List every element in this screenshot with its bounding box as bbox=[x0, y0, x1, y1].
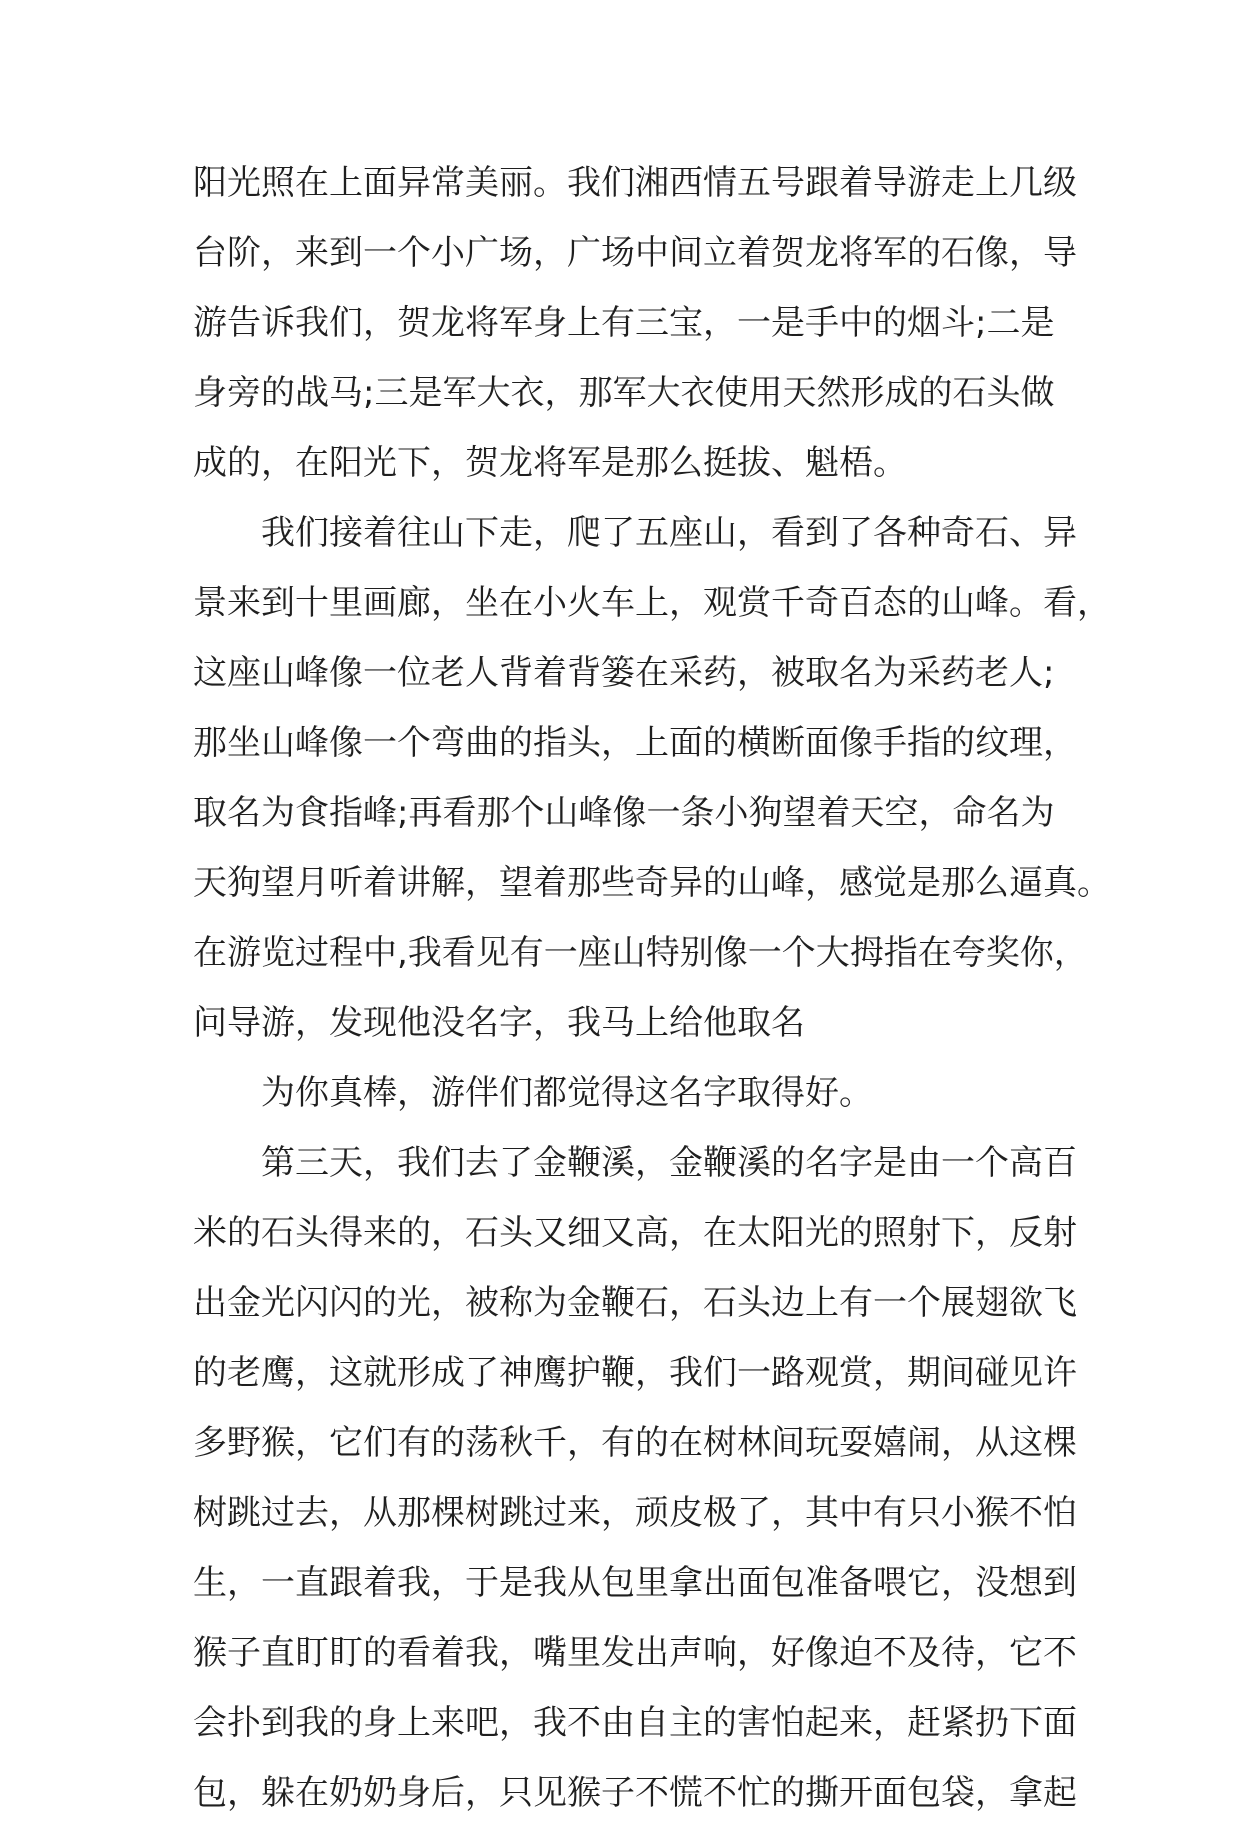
text-line: 生，一直跟着我，于是我从包里拿出面包准备喂它，没想到 bbox=[193, 1563, 1077, 1603]
text-line: 米的石头得来的，石头又细又高，在太阳光的照射下，反射 bbox=[193, 1213, 1077, 1253]
text-line: 多野猴，它们有的荡秋千，有的在树林间玩耍嬉闹，从这棵 bbox=[193, 1423, 1077, 1463]
text-line: 取名为食指峰;再看那个山峰像一条小狗望着天空，命名为 bbox=[193, 793, 1055, 833]
text-line: 阳光照在上面异常美丽。我们湘西情五号跟着导游走上几级 bbox=[193, 163, 1077, 203]
text-line: 成的，在阳光下，贺龙将军是那么挺拔、魁梧。 bbox=[193, 443, 907, 483]
text-line: 身旁的战马;三是军大衣，那军大衣使用天然形成的石头做 bbox=[193, 373, 1055, 413]
text-line: 天狗望月听着讲解，望着那些奇异的山峰，感觉是那么逼真。 bbox=[193, 863, 1111, 903]
paragraph-start-line: 我们接着往山下走，爬了五座山，看到了各种奇石、异 bbox=[261, 513, 1077, 553]
text-line: 树跳过去，从那棵树跳过来，顽皮极了，其中有只小猴不怕 bbox=[193, 1493, 1077, 1533]
text-line: 问导游，发现他没名字，我马上给他取名 bbox=[193, 1003, 805, 1043]
paragraph-start-line: 为你真棒，游伴们都觉得这名字取得好。 bbox=[261, 1073, 873, 1113]
text-line: 台阶，来到一个小广场，广场中间立着贺龙将军的石像，导 bbox=[193, 233, 1077, 273]
text-line: 那坐山峰像一个弯曲的指头，上面的横断面像手指的纹理， bbox=[193, 723, 1077, 763]
body-text bbox=[193, 148, 1111, 1828]
text-line: 出金光闪闪的光，被称为金鞭石，石头边上有一个展翅欲飞 bbox=[193, 1283, 1077, 1323]
paragraph-start-line: 第三天，我们去了金鞭溪，金鞭溪的名字是由一个高百 bbox=[261, 1143, 1077, 1183]
text-line: 猴子直盯盯的看着我，嘴里发出声响，好像迫不及待，它不 bbox=[193, 1633, 1077, 1673]
text-line: 的老鹰，这就形成了神鹰护鞭，我们一路观赏，期间碰见许 bbox=[193, 1353, 1077, 1393]
text-line: 包，躲在奶奶身后，只见猴子不慌不忙的撕开面包袋，拿起 bbox=[193, 1773, 1077, 1813]
text-line: 景来到十里画廊，坐在小火车上，观赏千奇百态的山峰。看， bbox=[193, 583, 1111, 623]
text-line: 在游览过程中,我看见有一座山特别像一个大拇指在夸奖你， bbox=[193, 933, 1088, 973]
text-line: 游告诉我们，贺龙将军身上有三宝，一是手中的烟斗;二是 bbox=[193, 303, 1055, 343]
text-line: 会扑到我的身上来吧，我不由自主的害怕起来，赶紧扔下面 bbox=[193, 1703, 1077, 1743]
text-line: 这座山峰像一位老人背着背篓在采药，被取名为采药老人; bbox=[193, 653, 1055, 693]
